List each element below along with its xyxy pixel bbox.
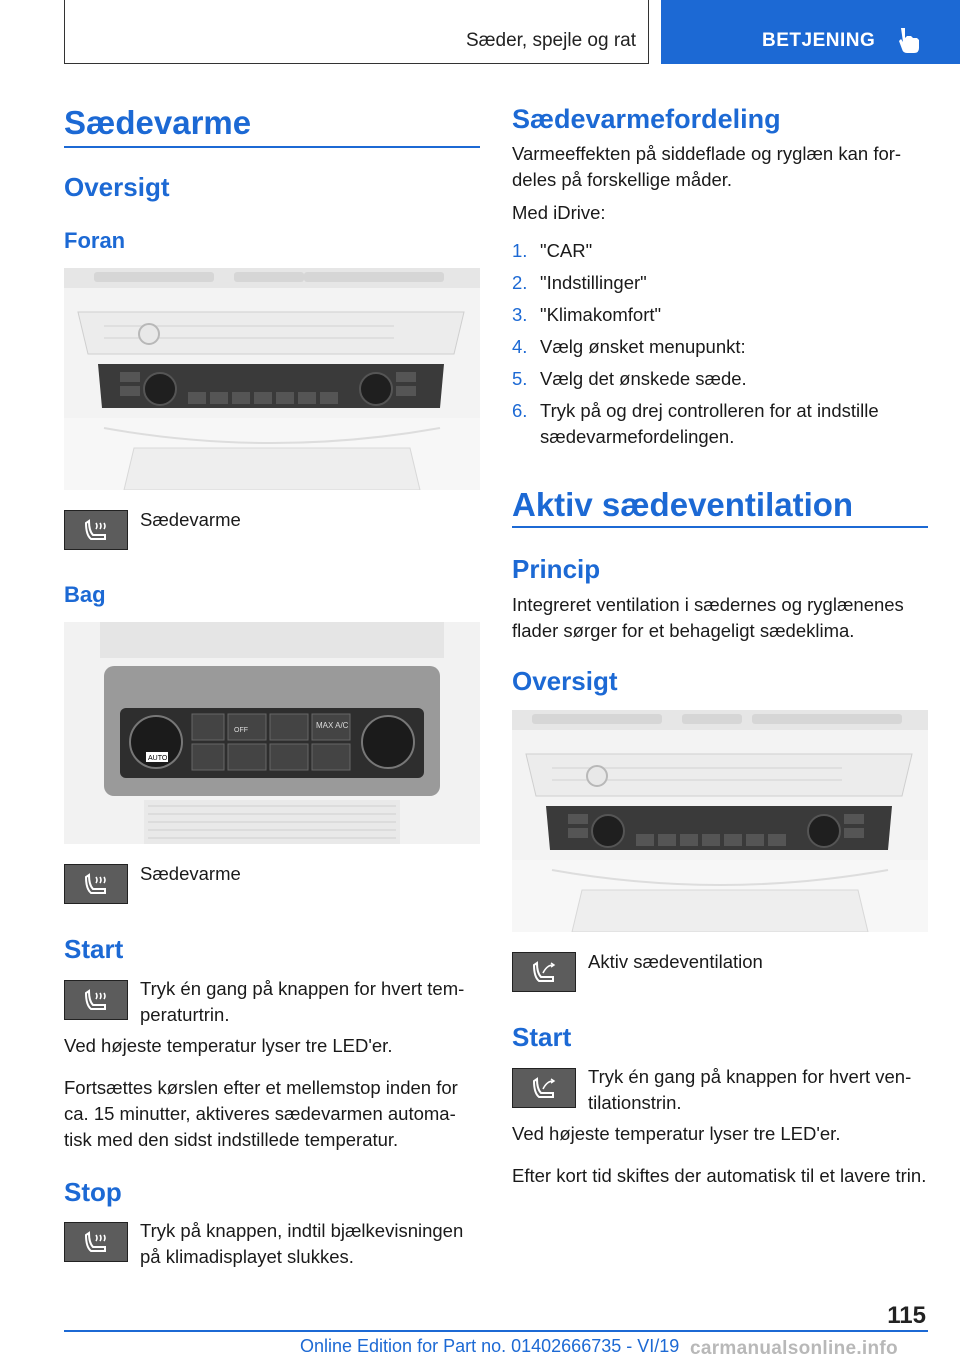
seat-heating-icon [83,871,111,899]
rear-icon-label: Sædevarme [140,863,241,884]
watermark: carmanualsonline.info [690,1338,898,1359]
ventilation-icon-label: Aktiv sædeventilation [588,951,763,972]
header-chapter-title: BETJENING [762,30,876,51]
front-console-drawing [64,268,480,490]
heading-princip: Princip [512,554,601,584]
seat-heating-button-start [64,980,128,1020]
front-icon-label: Sædevarme [140,509,241,530]
heading-start-right: Start [512,1022,572,1052]
rear-console-drawing [64,622,480,844]
section-title-saedevarme: Sædevarme [64,104,252,141]
start-led-note-right: Ved højeste temperatur lyser tre LED'er. [512,1123,841,1144]
off-label: OFF [234,727,248,734]
start-instruction-left: Tryk én gang på knappen for hvert tem-peraturtrin. [140,978,465,1025]
list-item: 6. Tryk på og drej controlleren for at indstille sædevarmefordelingen. [512,400,879,447]
seat-ventilation-icon [531,1075,559,1103]
stop-instruction: Tryk på knappen, indtil bjælkevisningen på klimadisplayet slukkes. [140,1220,464,1267]
front-console-image [64,268,480,490]
title-rule [512,526,928,528]
idrive-intro: Med iDrive: [512,202,606,223]
idrive-steps-list [512,238,928,456]
header-section-title: Sæder, spejle og rat [465,30,636,51]
page-number: 115 [887,1302,926,1329]
heading-foran: Foran [64,228,126,253]
heading-start-left: Start [64,934,124,964]
hand-pointer-icon [897,26,923,54]
seat-heating-icon [83,1229,111,1257]
auto-label: AUTO [148,755,168,762]
list-item: 2. "Indstillinger" [512,272,647,293]
rear-console-image [64,622,480,844]
seat-heating-button-front [64,510,128,550]
start-led-note-left: Ved højeste temperatur lyser tre LED'er. [64,1035,393,1056]
list-item: 3. "Klimakomfort" [512,304,662,325]
fordeling-description: Varmeeffekten på siddeflade og ryglæn kan for-deles på forskellige måder. [512,143,902,190]
princip-description: Integreret ventilation i sædernes og ryglænenes flader sørger for et behageligt sædeklima. [512,594,904,641]
seat-ventilation-button [512,952,576,992]
list-item: 4. Vælg ønsket menupunkt: [512,336,746,357]
seat-ventilation-icon [531,959,559,987]
list-item: 1. "CAR" [512,240,593,261]
seat-ventilation-button-start [512,1068,576,1108]
edition-text: Online Edition for Part no. 01402666735 - VI/19 [300,1336,680,1356]
title-rule [64,146,480,148]
seat-heating-button-rear [64,864,128,904]
seat-heating-button-stop [64,1222,128,1262]
section-title-ventilation: Aktiv sædeventilation [512,486,854,523]
heading-saedevarmefordeling: Sædevarmefordeling [512,104,781,134]
heading-oversigt-right: Oversigt [512,666,618,696]
start-lower-step-note: Efter kort tid skiftes der automatisk til et lavere trin. [512,1165,927,1186]
heading-bag: Bag [64,582,106,607]
header-section-box [64,0,649,64]
footer-rule [64,1330,928,1332]
list-item: 5. Vælg det ønskede sæde. [512,368,747,389]
start-auto-note: Fortsættes kørslen efter et mellemstop inden for ca. 15 minutter, aktiveres sædevarmen automa-tisk med den sidst indstillede temperatur. [64,1077,458,1150]
ventilation-console-drawing [512,710,928,932]
heading-stop: Stop [64,1177,122,1207]
max-ac-label: MAX A/C [316,721,349,730]
header-chapter-box [661,0,960,64]
heading-oversigt: Oversigt [64,172,170,202]
seat-heating-icon [83,987,111,1015]
start-instruction-right: Tryk én gang på knappen for hvert ven-tilationstrin. [588,1066,912,1113]
seat-heating-icon [83,517,111,545]
ventilation-console-image [512,710,928,932]
